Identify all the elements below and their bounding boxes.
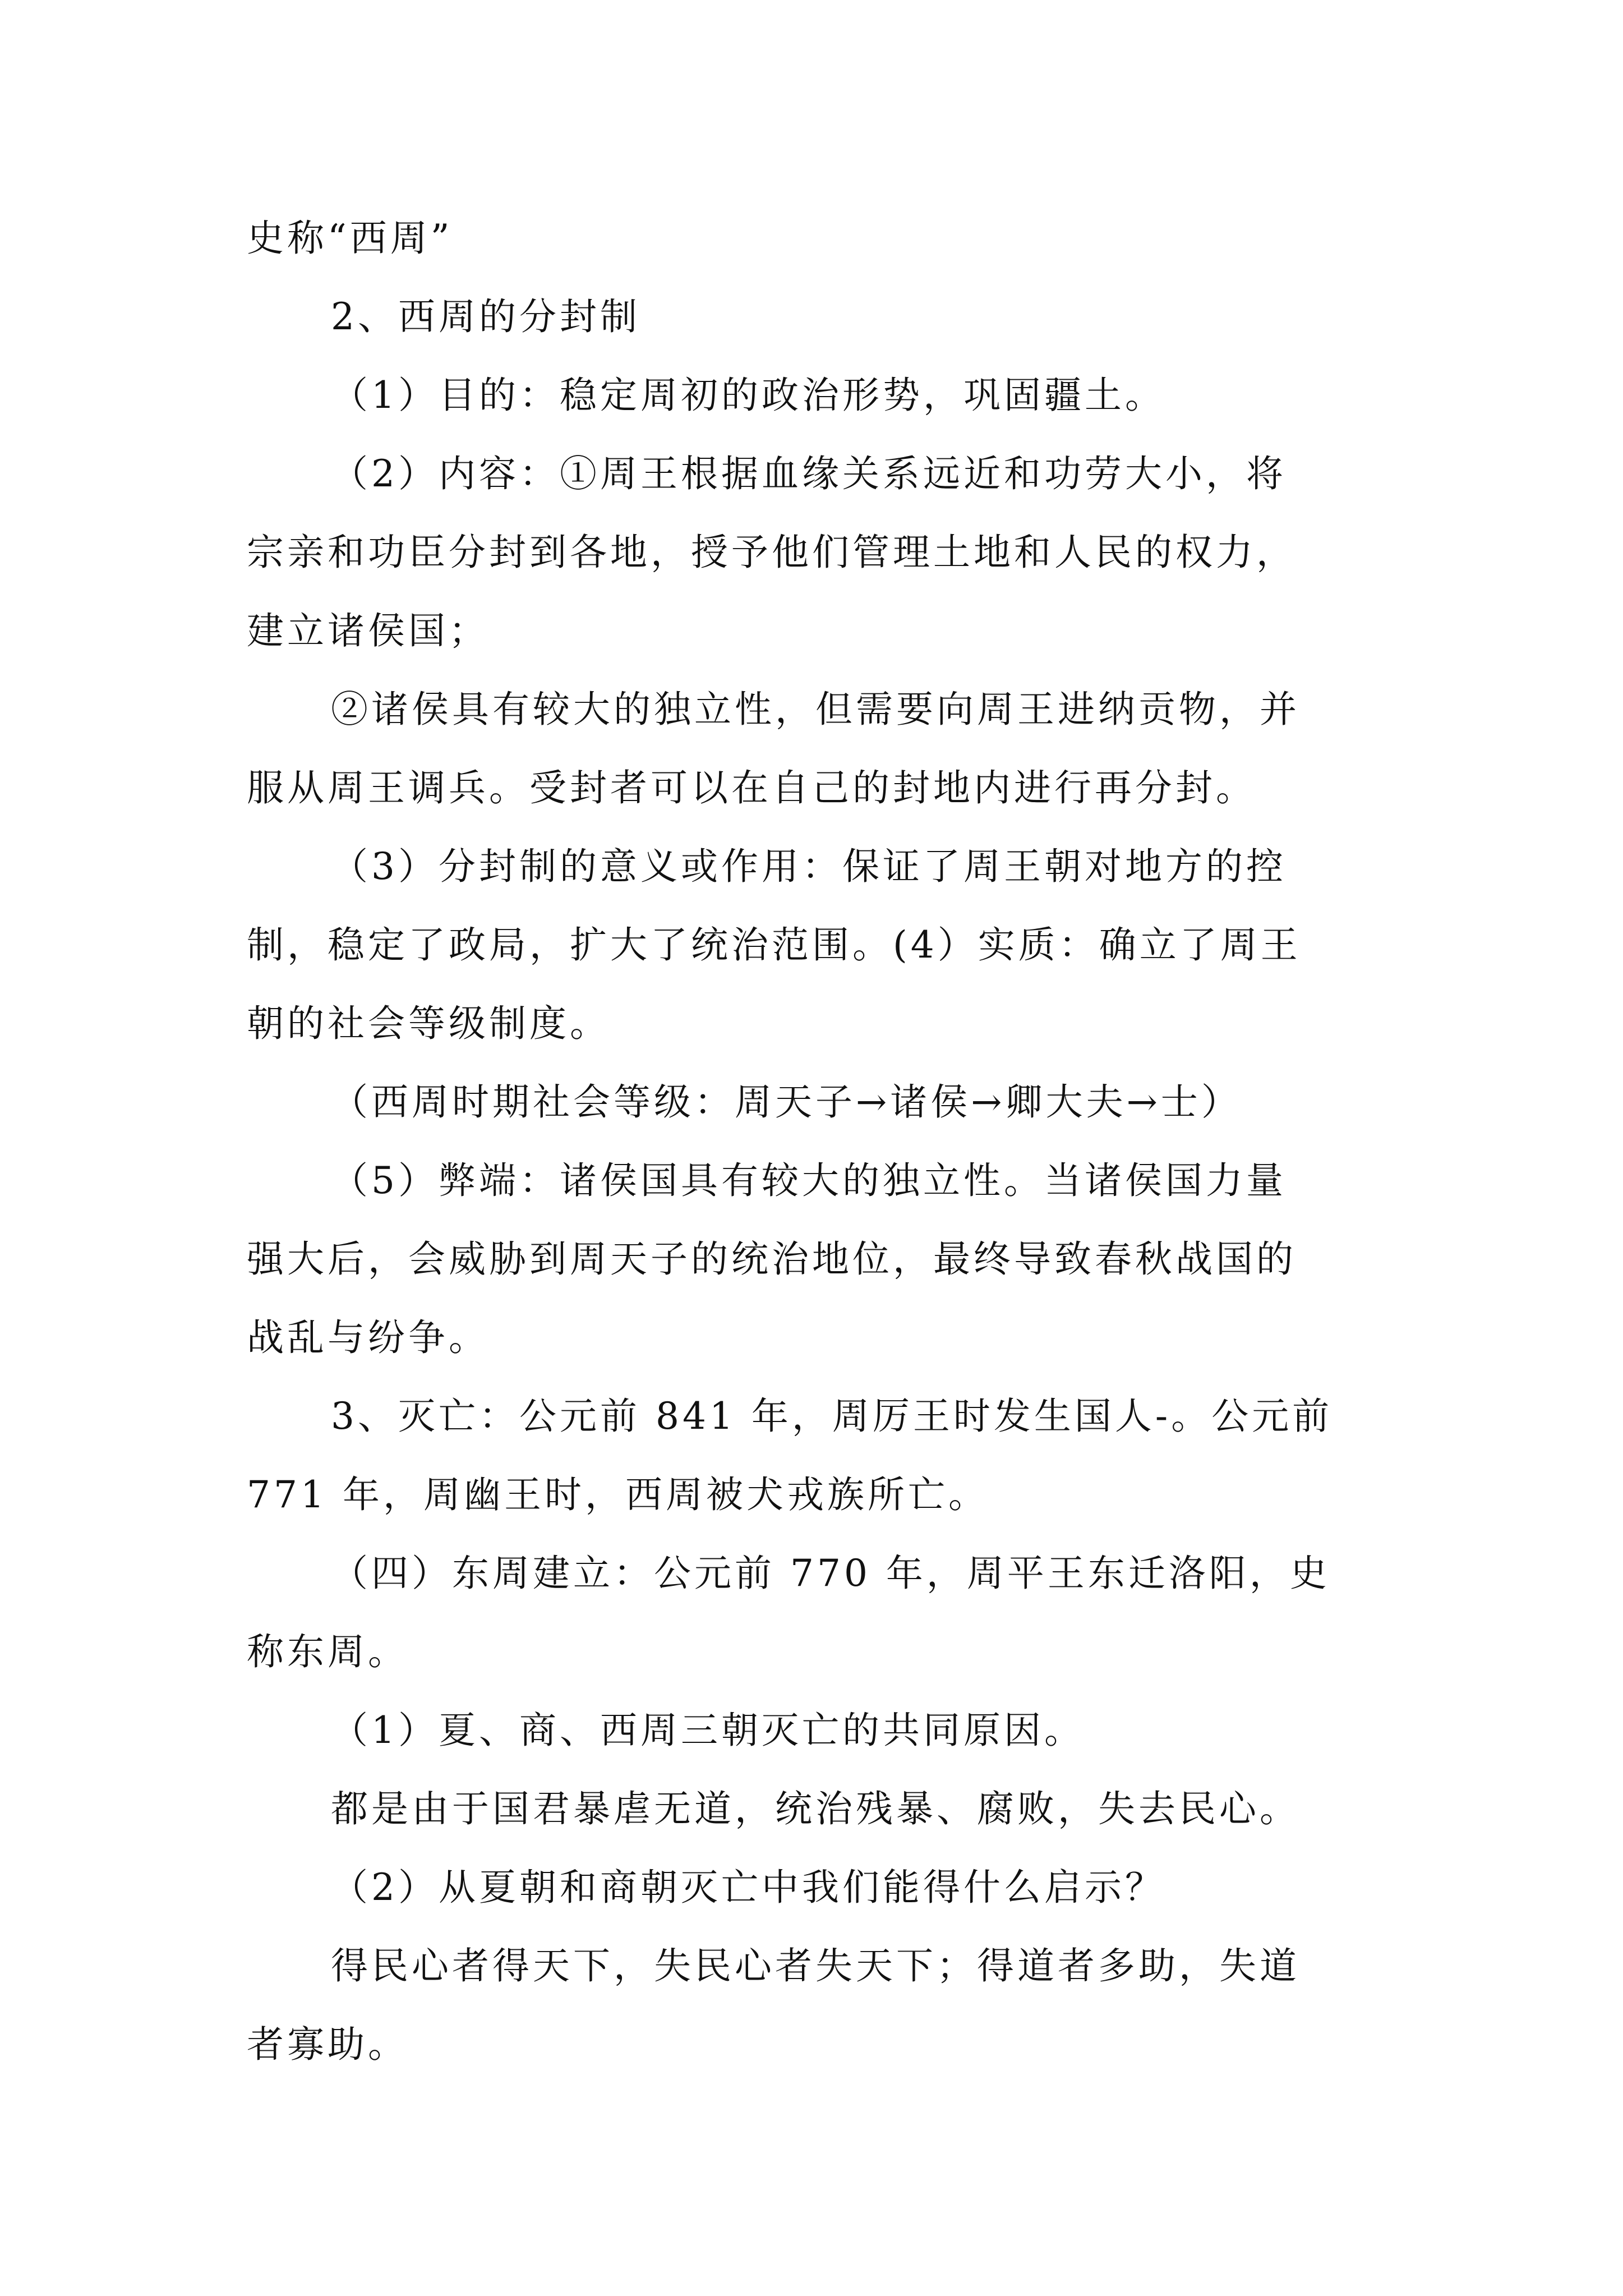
text-line: 都是由于国君暴虐无道，统治残暴、腐败，失去民心。 <box>331 1787 1300 1830</box>
text-line: 得民心者得天下，失民心者失天下；得道者多助，失道 <box>331 1944 1300 1987</box>
text-line: （3）分封制的意义或作用：保证了周王朝对地方的控 <box>331 845 1287 888</box>
text-line: ②诸侯具有较大的独立性，但需要向周王进纳贡物，并 <box>331 688 1300 731</box>
text-line: （西周时期社会等级：周天子→诸侯→卿大夫→士） <box>331 1080 1242 1124</box>
text-line: 宗亲和功臣分封到各地，授予他们管理土地和人民的权力， <box>247 531 1297 574</box>
section-heading: 2、西周的分封制 <box>331 295 640 338</box>
text-line: （1）夏、商、西周三朝灭亡的共同原因。 <box>331 1709 1085 1752</box>
text-line: 者寡助。 <box>247 2023 408 2066</box>
text-line: 战乱与纷争。 <box>247 1316 489 1359</box>
text-line: （1）目的：稳定周初的政治形势，巩固疆土。 <box>331 374 1165 417</box>
text-line: 服从周王调兵。受封者可以在自己的封地内进行再分封。 <box>247 766 1256 809</box>
text-line: 771 年，周幽王时，西周被犬戎族所亡。 <box>247 1473 989 1516</box>
text-line: （5）弊端：诸侯国具有较大的独立性。当诸侯国力量 <box>331 1159 1287 1202</box>
text-line: 称东周。 <box>247 1630 408 1673</box>
section-heading: （四）东周建立：公元前 770 年，周平王东迁洛阳，史 <box>331 1552 1330 1595</box>
text-line: （2）内容：①周王根据血缘关系远近和功劳大小，将 <box>331 452 1287 495</box>
text-line: 强大后，会威胁到周天子的统治地位，最终导致春秋战国的 <box>247 1237 1297 1281</box>
text-line: 建立诸侯国； <box>247 609 489 652</box>
section-heading: 3、灭亡：公元前 841 年，周厉王时发生国人-。公元前 <box>331 1395 1333 1438</box>
text-line: 史称“西周” <box>247 217 453 260</box>
text-line: 制，稳定了政局，扩大了统治范围。(4）实质：确立了周王 <box>247 923 1301 967</box>
text-line: 朝的社会等级制度。 <box>247 1002 610 1045</box>
text-line: （2）从夏朝和商朝灭亡中我们能得什么启示？ <box>331 1866 1165 1909</box>
